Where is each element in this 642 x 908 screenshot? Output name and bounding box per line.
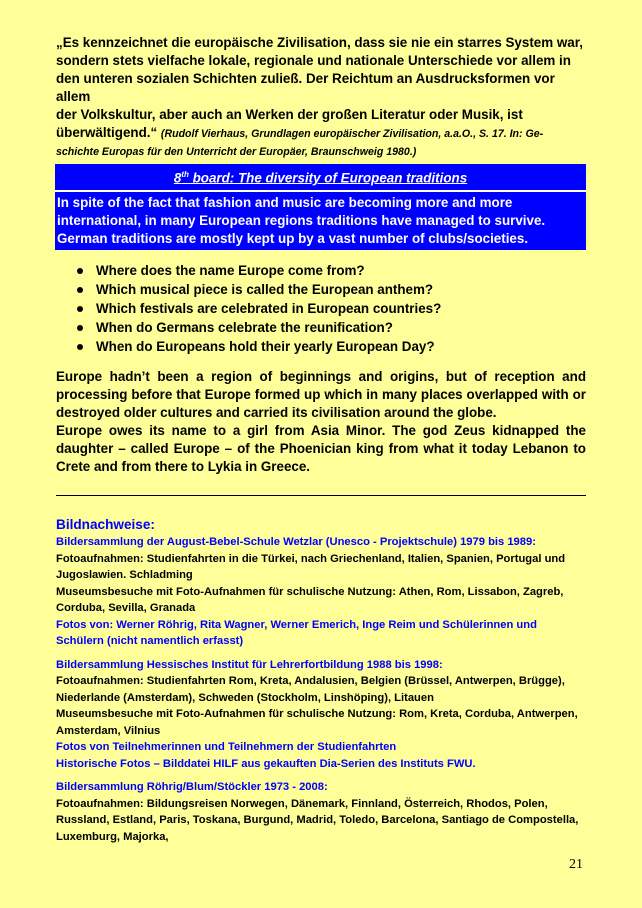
body-line: processing before that Europe formed up which in many places overlapped with or	[56, 387, 586, 402]
board-box	[55, 164, 586, 250]
question-item: Where does the name Europe come from?	[76, 261, 441, 280]
board-text	[55, 194, 586, 248]
question-list	[76, 261, 441, 356]
board-divider	[55, 190, 586, 192]
horizontal-rule	[56, 495, 586, 496]
image-credits	[56, 516, 586, 845]
quote-line-last	[56, 124, 586, 143]
board-title-text: board: The diversity of European traditions	[188, 170, 468, 186]
board-title-num: 8	[173, 170, 182, 186]
credit-line: Fotoaufnahmen: Studienfahrten in die Türkei, nach Griechenland, Italien, Spanien, Portugal und	[56, 552, 566, 565]
body-line: Europe owes its name to a girl from Asia Minor. The god Zeus kidnapped the	[56, 423, 586, 438]
board-line: In spite of the fact that fashion and music are becoming more and more	[57, 195, 513, 211]
body-paragraph	[56, 368, 586, 476]
credit-gap	[56, 650, 586, 657]
question-item: When do Germans celebrate the reunification?	[76, 318, 441, 337]
credit-line: Fotos von Teilnehmerinnen und Teilnehmern der Studienfahrten	[56, 741, 397, 753]
credit-line: Schülern (nicht namentlich erfasst)	[56, 635, 244, 647]
body-line: Europe hadn’t been a region of beginnings and origins, but of reception and	[56, 369, 586, 384]
credit-line: Amsterdam, Vilnius	[56, 724, 161, 737]
question-item: Which festivals are celebrated in European countries?	[76, 299, 441, 318]
page-number: 21	[569, 857, 583, 872]
credit-line: Bildersammlung Röhrig/Blum/Stöckler 1973 - 2008:	[56, 781, 328, 793]
credit-line: Fotos von: Werner Röhrig, Rita Wagner, Werner Emerich, Inge Reim und Schülerinnen und	[56, 618, 537, 631]
quote-source-cont: schichte Europas für den Unterricht der Europäer, Braunschweig 1980.)	[56, 146, 417, 158]
credit-line: Museumsbesuche mit Foto-Aufnahmen für schulische Nutzung: Rom, Kreta, Corduba, Antwerpen,	[56, 708, 578, 720]
quote-line: den unteren sozialen Schichten zuließ. Der Reichtum an Ausdrucksformen vor allem	[56, 71, 555, 104]
board-title	[55, 165, 586, 187]
quote-source: (Rudolf Vierhaus, Grundlagen europäischer Zivilisation, a.a.O., S. 17. In: Ge-	[160, 128, 544, 140]
credit-line: Russland, Estland, Paris, Toskana, Burgund, Madrid, Toledo, Barcelona, Santiago de Compostella,	[56, 814, 579, 826]
body-line: destroyed older cultures and carried its civilisation around the globe.	[56, 405, 497, 420]
body-line: daughter – called Europe – of the Phoenician king from what it today Lebanon to	[56, 441, 586, 456]
quote-end: überwältigend.“	[56, 125, 158, 140]
body-line: Crete and from there to Lykia in Greece.	[56, 459, 311, 474]
credit-line: Niederlande (Amsterdam), Schweden (Stockholm, Linshöping), Litauen	[56, 691, 434, 704]
credit-line: Bildersammlung der August-Bebel-Schule Wetzlar (Unesco - Projektschule) 1979 bis 1989:	[56, 536, 536, 548]
credit-line: Historische Fotos – Bilddatei HILF aus gekauften Dia-Serien des Instituts FWU.	[56, 757, 476, 770]
credit-line: Luxemburg, Majorka,	[56, 830, 169, 843]
quote-block	[56, 34, 586, 161]
credit-gap	[56, 772, 586, 779]
credit-line: Bildersammlung Hessisches Institut für Lehrerfortbildung 1988 bis 1998:	[56, 658, 443, 671]
question-item: Which musical piece is called the European anthem?	[76, 280, 441, 299]
credit-blocks	[56, 534, 586, 845]
quote-line: „Es kennzeichnet die europäische Zivilisation, dass sie nie ein starres System war,	[56, 35, 583, 50]
credit-line: Fotoaufnahmen: Studienfahrten Rom, Kreta, Andalusien, Belgien (Brüssel, Antwerpen, Brügge),	[56, 675, 565, 687]
credit-line: Museumsbesuche mit Foto-Aufnahmen für schulische Nutzung: Athen, Rom, Lissabon, Zagreb,	[56, 585, 564, 598]
credit-line: Jugoslawien. Schladming	[56, 569, 193, 581]
question-item: When do Europeans hold their yearly European Day?	[76, 337, 441, 356]
board-line: German traditions are mostly kept up by a vast number of clubs/societies.	[57, 231, 529, 247]
board-line: international, in many European regions traditions have managed to survive.	[57, 213, 546, 229]
quote-line: sondern stets vielfache lokale, regionale und nationale Unterschiede vor allem in	[56, 53, 571, 68]
credit-line: Fotoaufnahmen: Bildungsreisen Norwegen, Dänemark, Finnland, Österreich, Rhodos, Polen,	[56, 797, 548, 810]
credit-line: Corduba, Sevilla, Granada	[56, 602, 196, 614]
credits-heading: Bildnachweise:	[56, 517, 155, 532]
quote-line: der Volkskultur, aber auch an Werken der großen Literatur oder Musik, ist	[56, 107, 523, 122]
board-title-sup: th	[181, 170, 189, 179]
